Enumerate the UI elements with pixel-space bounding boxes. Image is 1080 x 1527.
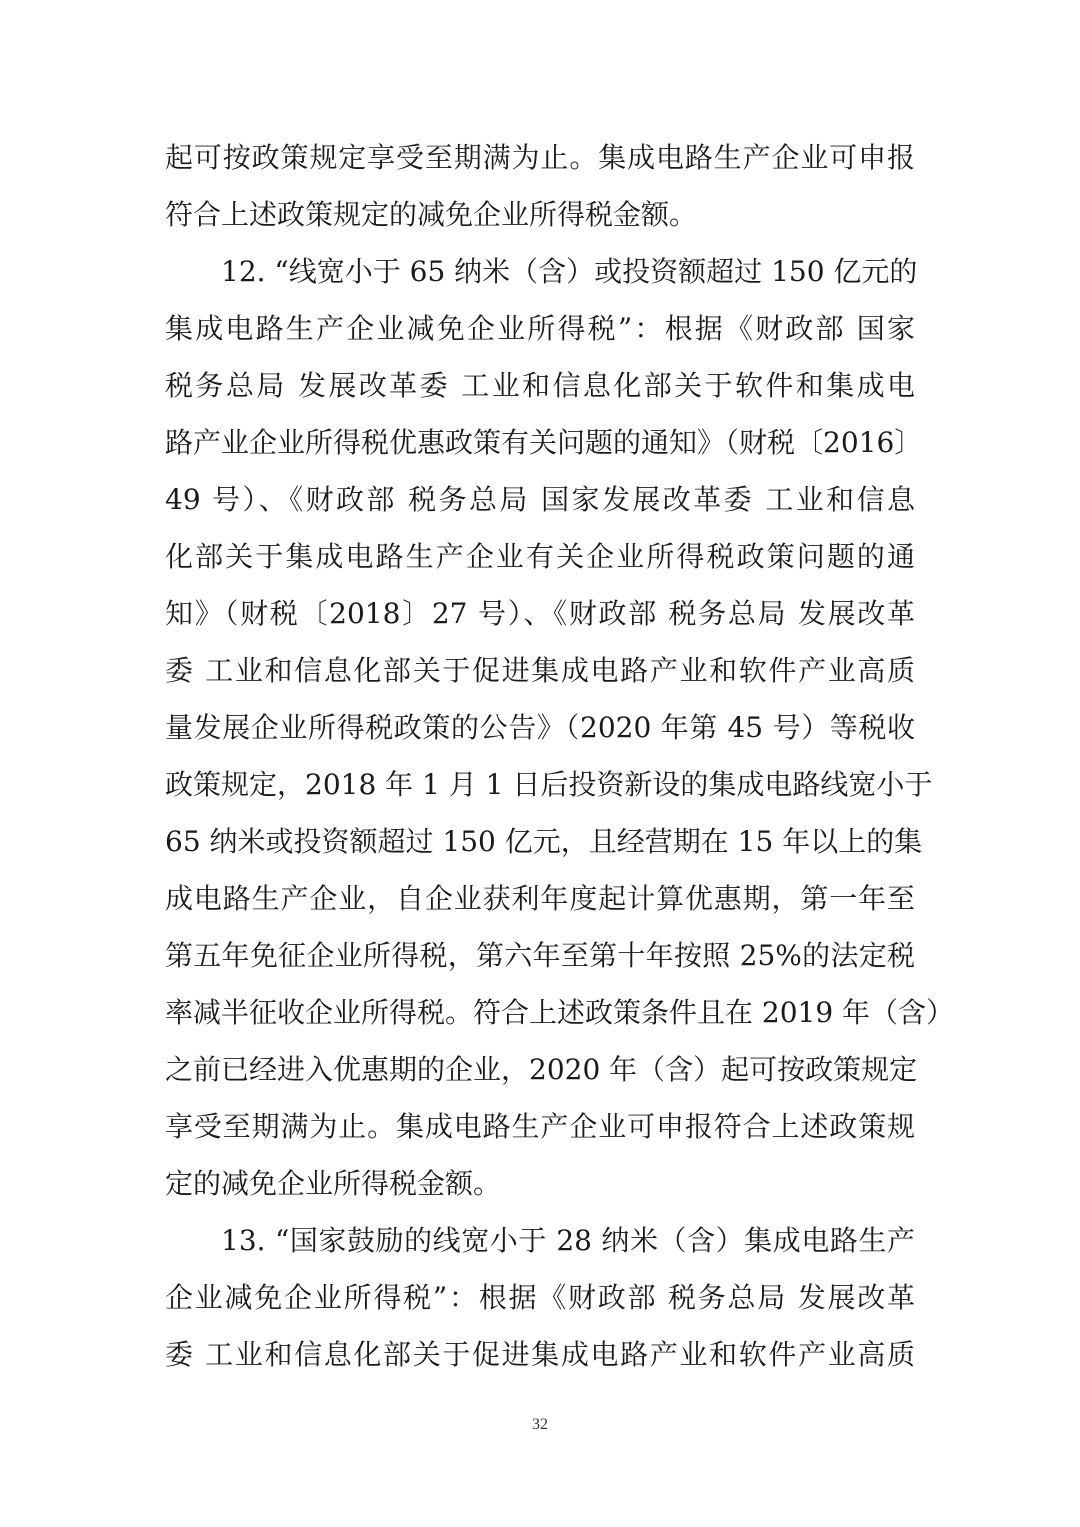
text-line: 起可按政策规定享受至期满为止。集成电路生产企业可申报 [165, 141, 915, 174]
page-number: 32 [532, 1416, 548, 1433]
text-line: 路产业企业所得税优惠政策有关问题的通知》（财税〔2016〕 [165, 426, 923, 459]
text-line: 享受至期满为止。集成电路生产企业可申报符合上述政策规 [165, 1110, 915, 1143]
text-line: 率减半征收企业所得税。符合上述政策条件且在 2019 年（含） [165, 996, 955, 1029]
text-line: 知》（财税〔2018〕27 号）、《财政部 税务总局 发展改革 [165, 597, 915, 630]
text-line: 成电路生产企业，自企业获利年度起计算优惠期，第一年至 [165, 882, 915, 915]
text-line: 企业减免企业所得税”：根据《财政部 税务总局 发展改革 [165, 1281, 915, 1314]
text-line: 政策规定，2018 年 1 月 1 日后投资新设的集成电路线宽小于 [165, 768, 933, 801]
text-line: 化部关于集成电路生产企业有关企业所得税政策问题的通 [165, 540, 915, 573]
text-line: 之前已经进入优惠期的企业，2020 年（含）起可按政策规定 [165, 1053, 918, 1086]
text-line: 49 号）、《财政部 税务总局 国家发展改革委 工业和信息 [165, 483, 915, 516]
document-body [165, 129, 955, 1383]
item-12-heading-line: 12. “线宽小于 65 纳米（含）或投资额超过 150 亿元的 [221, 255, 918, 288]
text-line: 定的减免企业所得税金额。 [165, 1167, 502, 1200]
text-line: 量发展企业所得税政策的公告》（2020 年第 45 号）等税收 [165, 711, 915, 744]
item-13-heading-line: 13. “国家鼓励的线宽小于 28 纳米（含）集成电路生产 [221, 1224, 915, 1257]
text-line: 符合上述政策规定的减免企业所得税金额。 [165, 198, 698, 231]
text-line: 委 工业和信息化部关于促进集成电路产业和软件产业高质 [165, 1338, 915, 1371]
text-line: 委 工业和信息化部关于促进集成电路产业和软件产业高质 [165, 654, 915, 687]
text-line: 税务总局 发展改革委 工业和信息化部关于软件和集成电 [165, 369, 915, 402]
text-line: 集成电路生产企业减免企业所得税”：根据《财政部 国家 [165, 312, 915, 345]
text-line: 65 纳米或投资额超过 150 亿元，且经营期在 15 年以上的集 [165, 825, 923, 858]
text-line: 第五年免征企业所得税，第六年至第十年按照 25%的法定税 [165, 939, 915, 972]
